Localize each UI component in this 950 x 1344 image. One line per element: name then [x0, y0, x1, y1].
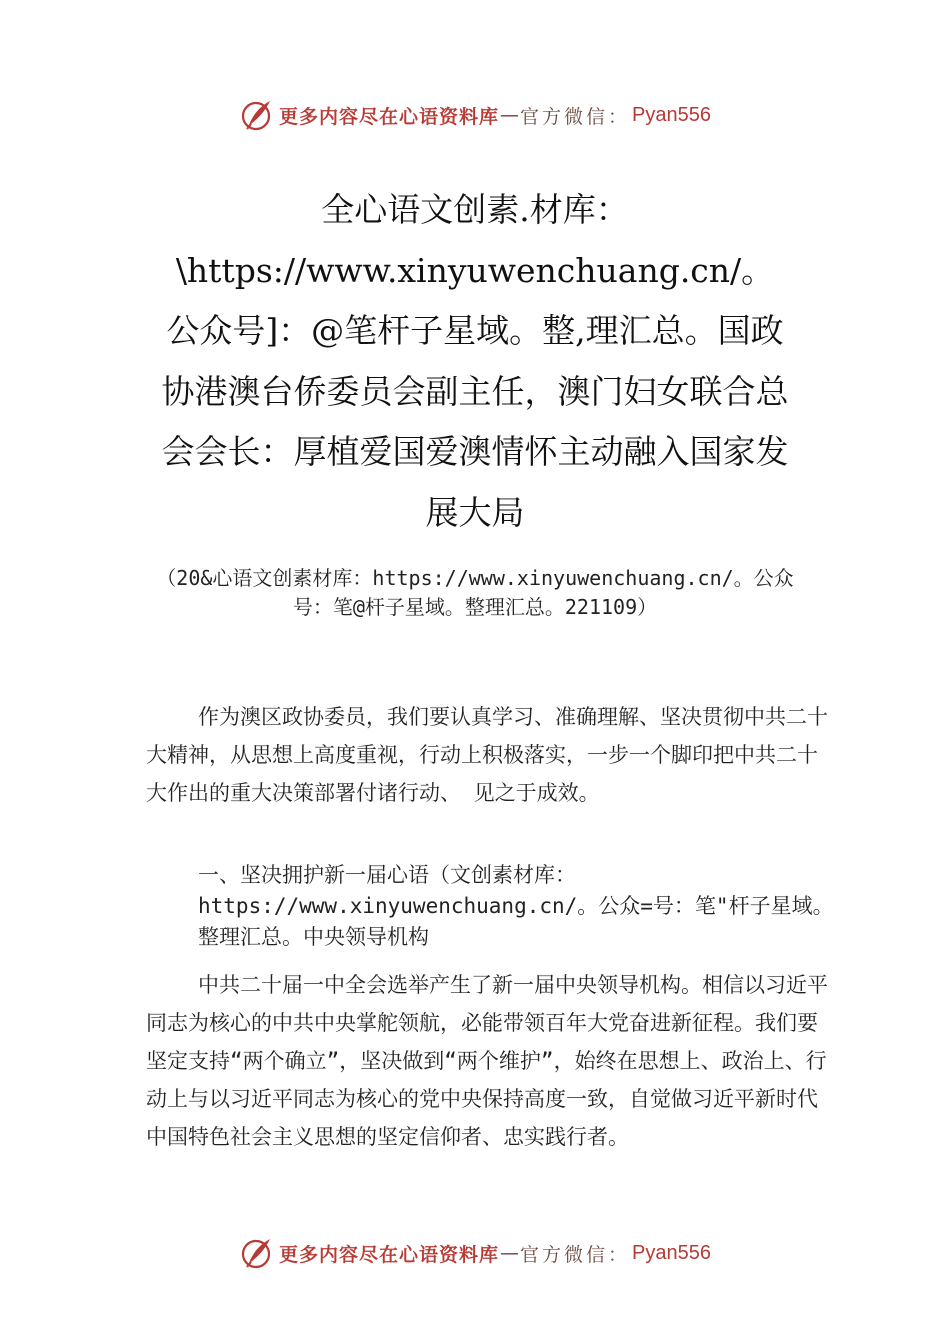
section-heading-1: 一、坚决拥护新一届心语（文创素材库：https://www.xinyuwenchuang.cn/。公众=号：笔"杆子星域。整理汇总。中央领导机构: [198, 863, 834, 949]
banner-wechat-id: Pyan556: [632, 103, 711, 126]
banner-brand: 更多内容尽在心语资料库: [279, 105, 500, 128]
feather-pen-logo-icon: [239, 97, 275, 133]
banner-separator: —: [500, 104, 520, 126]
paragraph-1: 作为澳区政协委员，我们要认真学习、准确理解、坚决贯彻中共二十大精神，从思想上高度重视，行动上积极落实，一步一个脚印把中共二十大作出的重大决策部署付诸行动、 见之于成效。: [146, 705, 828, 805]
paragraph-2: 中共二十届一中全会选举产生了新一届中央领导机构。相信以习近平同志为核心的中共中央掌舵领航，必能带领百年大党奋进新征程。我们要坚定支持“两个确立”，坚决做到“两个维护”，始终在思想上、政治上、行动上与以习近平同志为核心的党中央保持高度一致，自觉做习近平新时代中国特色社会主义思想的坚定信仰者、忠实践行者。: [146, 973, 828, 1149]
document-title: 全心语文创素.材库：\https://www.xinyuwenchuang.cn/。公众号]：@笔杆子星域。整,理汇总。国政协港澳台侨委员会副主任，澳门妇女联合总会会长：厚植爱国爱澳情怀主动融入国家发展大局: [161, 190, 789, 532]
header-banner: [0, 95, 950, 135]
banner-separator: —: [500, 1242, 520, 1264]
banner-wechat-label: 官方微信：: [520, 105, 631, 128]
source-note: （20&心语文创素材库：https://www.xinyuwenchuang.cn/。公众号：笔@杆子星域。整理汇总。221109）: [156, 566, 794, 619]
banner-wechat-label: 官方微信：: [520, 1243, 631, 1266]
feather-pen-logo-icon: [239, 1235, 275, 1271]
banner-wechat-id: Pyan556: [632, 1241, 711, 1264]
banner-brand: 更多内容尽在心语资料库: [279, 1243, 500, 1266]
footer-banner: [0, 1233, 950, 1273]
